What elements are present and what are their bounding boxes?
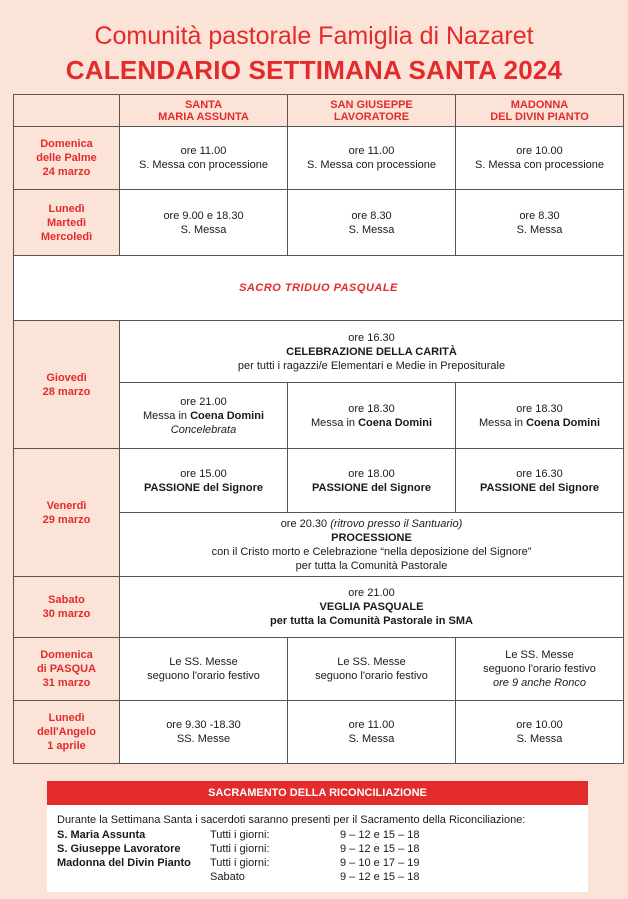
day-label: Sabato 30 marzo bbox=[14, 577, 120, 638]
triduo-banner: SACRO TRIDUO PASQUALE bbox=[14, 256, 624, 321]
schedule-cell: ore 8.30 S. Messa bbox=[288, 190, 456, 256]
carita-cell: ore 16.30 CELEBRAZIONE DELLA CARITÀ per tutti i ragazzi/e Elementari e Medie in Prepositurale bbox=[120, 321, 624, 383]
day-label: Lunedì Martedì Mercoledì bbox=[14, 190, 120, 256]
community-name: Comunità pastorale Famiglia di Nazaret bbox=[94, 22, 534, 50]
schedule-cell: ore 11.00 S. Messa con processione bbox=[288, 127, 456, 190]
schedule-cell: ore 10.00 S. Messa con processione bbox=[456, 127, 624, 190]
schedule-cell: Le SS. Messe seguono l'orario festivo bbox=[288, 638, 456, 701]
riconciliazione-body bbox=[47, 805, 588, 884]
day-label: Domenica di PASQUA 31 marzo bbox=[14, 638, 120, 701]
col-header-san-giuseppe: SAN GIUSEPPE LAVORATORE bbox=[288, 95, 456, 127]
list-item: S. Giuseppe Lavoratore Tutti i giorni: 9 – 12 e 15 – 18 bbox=[57, 843, 420, 855]
riconciliazione-box bbox=[47, 781, 588, 892]
schedule-cell: ore 18.30 Messa in Coena Domini bbox=[456, 383, 624, 449]
schedule-cell: ore 11.00 S. Messa con processione bbox=[120, 127, 288, 190]
schedule-cell: ore 16.30 PASSIONE del Signore bbox=[456, 449, 624, 513]
header-blank-cell bbox=[14, 95, 120, 127]
schedule-cell: Le SS. Messe seguono l'orario festivo ore 9 anche Ronco bbox=[456, 638, 624, 701]
schedule-cell: ore 11.00 S. Messa bbox=[288, 701, 456, 764]
row-venerdi-passione bbox=[14, 449, 624, 513]
schedule-cell: ore 21.00 Messa in Coena Domini Concelebrata bbox=[120, 383, 288, 449]
row-feriali bbox=[14, 190, 624, 256]
list-item: Madonna del Divin Pianto Tutti i giorni: 9 – 10 e 17 – 19 bbox=[57, 857, 420, 869]
day-label: Venerdì 29 marzo bbox=[14, 449, 120, 577]
page-title: CALENDARIO SETTIMANA SANTA 2024 bbox=[65, 55, 563, 85]
day-label: Lunedì dell'Angelo 1 aprile bbox=[14, 701, 120, 764]
row-giovedi-carita bbox=[14, 321, 624, 383]
schedule-cell: ore 18.30 Messa in Coena Domini bbox=[288, 383, 456, 449]
row-palme bbox=[14, 127, 624, 190]
day-label: Giovedì 28 marzo bbox=[14, 321, 120, 449]
row-sabato bbox=[14, 577, 624, 638]
row-pasqua bbox=[14, 638, 624, 701]
processione-cell: ore 20.30 (ritrovo presso il Santuario) PROCESSIONE con il Cristo morto e Celebrazione “nella deposizione del Signore” per tutta la Comunità Pastorale bbox=[120, 513, 624, 577]
riconciliazione-intro: Durante la Settimana Santa i sacerdoti saranno presenti per il Sacramento della Riconciliazione: bbox=[57, 814, 526, 826]
list-item: S. Maria Assunta Tutti i giorni: 9 – 12 e 15 – 18 bbox=[57, 829, 420, 841]
schedule-cell: Le SS. Messe seguono l'orario festivo bbox=[120, 638, 288, 701]
list-item: Sabato 9 – 12 e 15 – 18 bbox=[210, 871, 420, 883]
day-label: Domenica delle Palme 24 marzo bbox=[14, 127, 120, 190]
schedule-table bbox=[13, 94, 624, 764]
schedule-cell: ore 15.00 PASSIONE del Signore bbox=[120, 449, 288, 513]
schedule-cell: ore 18.00 PASSIONE del Signore bbox=[288, 449, 456, 513]
col-header-santa-maria: SANTA MARIA ASSUNTA bbox=[120, 95, 288, 127]
schedule-cell: ore 9.00 e 18.30 S. Messa bbox=[120, 190, 288, 256]
row-triduo bbox=[14, 256, 624, 321]
row-angelo bbox=[14, 701, 624, 764]
header-row bbox=[14, 95, 624, 127]
schedule-cell: ore 10.00 S. Messa bbox=[456, 701, 624, 764]
riconciliazione-title: SACRAMENTO DELLA RICONCILIAZIONE bbox=[47, 781, 588, 805]
schedule-cell: ore 8.30 S. Messa bbox=[456, 190, 624, 256]
schedule-cell: ore 9.30 -18.30 SS. Messe bbox=[120, 701, 288, 764]
veglia-cell: ore 21.00 VEGLIA PASQUALE per tutta la Comunità Pastorale in SMA bbox=[120, 577, 624, 638]
col-header-madonna: MADONNA DEL DIVIN PIANTO bbox=[456, 95, 624, 127]
